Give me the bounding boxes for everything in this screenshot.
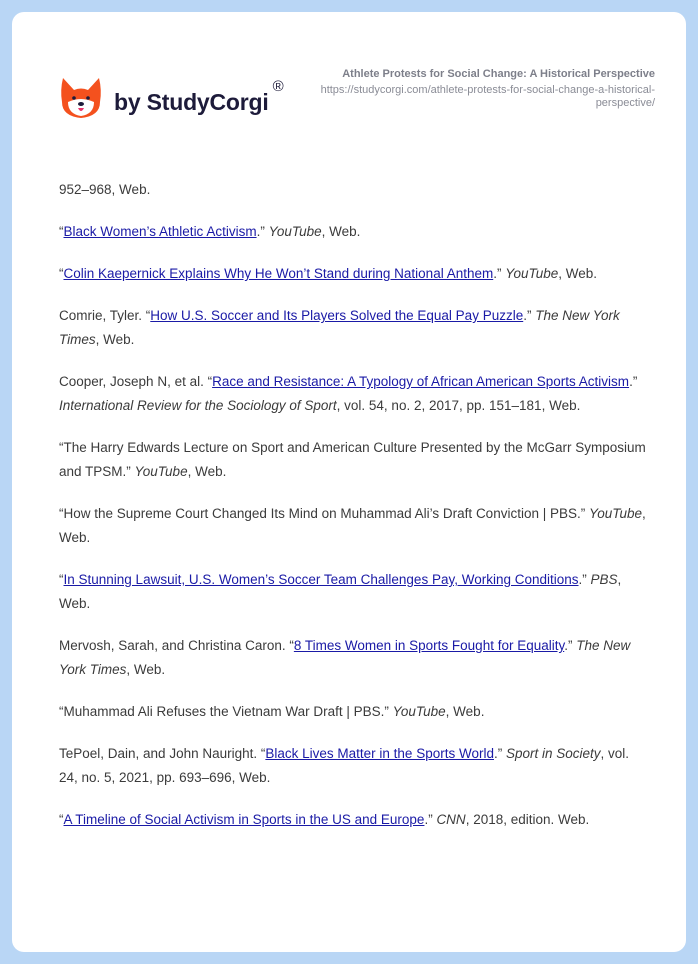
reference-link[interactable]: How U.S. Soccer and Its Players Solved the Equal Pay Puzzle bbox=[150, 308, 524, 323]
reference-item: “The Harry Edwards Lecture on Sport and American Culture Presented by the McGarr Symposium and TPSM.” YouTube, Web. bbox=[59, 440, 646, 479]
reference-link[interactable]: Colin Kaepernick Explains Why He Won’t Stand during National Anthem bbox=[63, 266, 494, 281]
document-header bbox=[315, 67, 655, 110]
studycorgi-logo[interactable] bbox=[60, 76, 284, 120]
reference-item: “A Timeline of Social Activism in Sports in the US and Europe.” CNN, 2018, edition. Web. bbox=[59, 812, 590, 827]
reference-item: “Black Women’s Athletic Activism.” YouTube, Web. bbox=[59, 224, 361, 239]
reference-item: 952–968, Web. bbox=[59, 182, 151, 197]
reference-item: TePoel, Dain, and John Nauright. “Black Lives Matter in the Sports World.” Sport in Society, vol. 24, no. 5, 2021, pp. 693–696, Web. bbox=[59, 746, 630, 785]
document-title: Athlete Protests for Social Change: A Historical Perspective bbox=[342, 68, 655, 80]
reference-item: “In Stunning Lawsuit, U.S. Women’s Soccer Team Challenges Pay, Working Conditions.” PBS, Web. bbox=[59, 572, 622, 611]
reference-link[interactable]: A Timeline of Social Activism in Sports in the US and Europe bbox=[63, 812, 425, 827]
reference-item: “How the Supreme Court Changed Its Mind on Muhammad Ali’s Draft Conviction | PBS.” YouTube, Web. bbox=[59, 506, 646, 545]
reference-link[interactable]: In Stunning Lawsuit, U.S. Women’s Soccer Team Challenges Pay, Working Conditions bbox=[63, 572, 579, 587]
document-card bbox=[12, 12, 686, 952]
logo-text: by StudyCorgi bbox=[114, 88, 269, 115]
reference-item: “Muhammad Ali Refuses the Vietnam War Draft | PBS.” YouTube, Web. bbox=[59, 704, 485, 719]
reference-link[interactable]: Black Lives Matter in the Sports World bbox=[265, 746, 494, 761]
reference-link[interactable]: 8 Times Women in Sports Fought for Equality bbox=[293, 638, 565, 653]
reference-item: “Colin Kaepernick Explains Why He Won’t Stand during National Anthem.” YouTube, Web. bbox=[59, 266, 598, 281]
registered-mark: ® bbox=[272, 77, 284, 95]
reference-item: Comrie, Tyler. “How U.S. Soccer and Its Players Solved the Equal Pay Puzzle.” The New York Times, Web. bbox=[59, 308, 620, 347]
corgi-icon bbox=[60, 76, 102, 120]
reference-link[interactable]: Race and Resistance: A Typology of African American Sports Activism bbox=[212, 374, 630, 389]
reference-link[interactable]: Black Women’s Athletic Activism bbox=[63, 224, 257, 239]
reference-item: Cooper, Joseph N, et al. “Race and Resistance: A Typology of African American Sports Activism.” International Review for the Sociology of Sport, vol. 54, no. 2, 2017, pp. 151–181, Web. bbox=[59, 374, 638, 413]
reference-item: Mervosh, Sarah, and Christina Caron. “8 Times Women in Sports Fought for Equality.” The New York Times, Web. bbox=[59, 638, 631, 677]
works-cited-list bbox=[59, 178, 649, 850]
document-url[interactable]: https://studycorgi.com/athlete-protests-for-social-change-a-historical-perspective/ bbox=[320, 84, 655, 109]
